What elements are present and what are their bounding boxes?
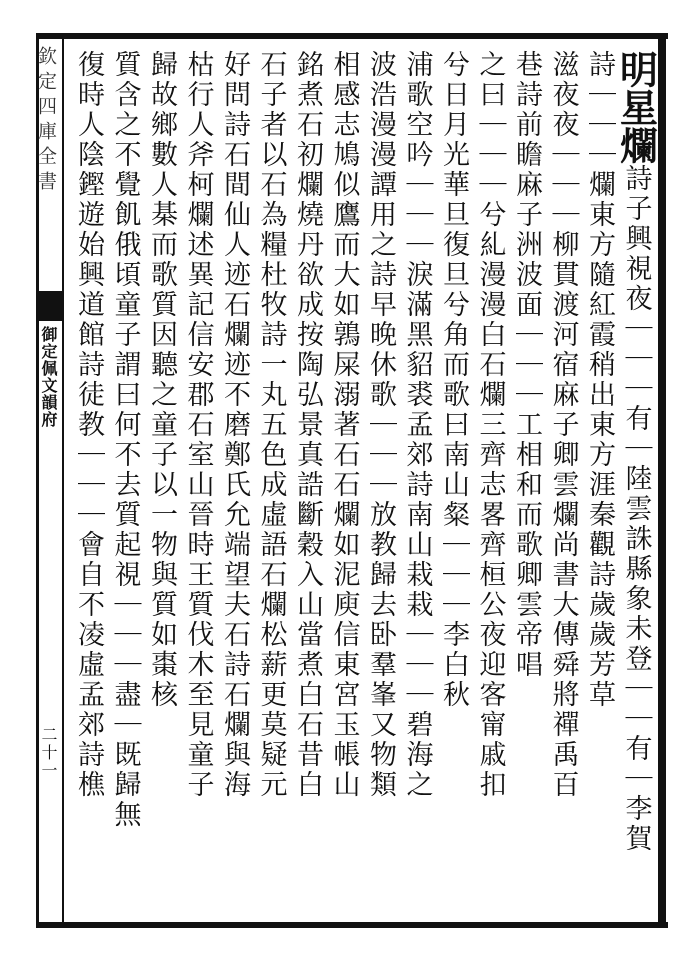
text-column	[324, 50, 364, 915]
column-text: 滋夜夜｜｜｜柳貫渡河宿麻子卿雲爛尚書大傳舜將禪禹百	[547, 50, 579, 800]
fishtail-block-mark	[39, 291, 62, 321]
column-text: 巷詩前瞻麻子洲波面｜｜｜工相和而歌卿雲帝唱	[511, 50, 542, 680]
text-column	[433, 50, 473, 915]
column-text: 歸故鄉數人棊而歌質因聽之童子以一物與質如棗核	[146, 50, 177, 710]
column-text: 詩子興視夜｜｜｜有｜陸雲誅縣象未登｜｜有｜李賀	[620, 164, 652, 854]
text-column	[287, 50, 327, 915]
headword: 明星爛	[613, 50, 659, 164]
text-column	[214, 50, 254, 915]
text-column	[579, 50, 619, 915]
text-column	[543, 50, 583, 915]
text-column	[360, 50, 400, 915]
text-column	[68, 50, 108, 915]
frame-top-border	[36, 33, 668, 39]
column-text: 質含之不覺飢俄頃童子謂曰何不去質起視｜｜｜盡｜既歸無	[109, 50, 141, 830]
column-text: 波浩漫漫譚用之詩早晚休歌｜｜｜放教歸去卧羣峯又物類	[365, 50, 396, 800]
column-text: 兮日月光華旦復旦兮角而歌曰南山粲｜｜｜李白秋	[438, 50, 469, 710]
margin-page-number: 二十一	[39, 726, 58, 780]
column-text: 復時人陰鏗遊始興道館詩徒教｜｜｜會自不凌虛孟郊詩樵	[73, 50, 104, 800]
text-column	[141, 50, 181, 915]
column-text: 詩｜｜｜爛東方隨紅霞稍出東方涯秦觀詩歲歲芳草	[584, 50, 615, 710]
frame-right-border	[658, 33, 666, 928]
column-text: 枯行人斧柯爛述異記信安郡石室山晉時王質伐木至見童子	[182, 50, 214, 800]
column-text: 好問詩石間仙人迹石爛迹不磨鄭氏允端望夫石詩石爛與海	[219, 50, 250, 800]
frame-bottom-border	[36, 922, 668, 928]
column-text: 浦歌空吟｜｜｜淚滿黑貂裘孟郊詩南山栽栽｜｜｜碧海之	[401, 50, 433, 800]
text-column	[105, 50, 145, 915]
column-text: 石子者以石為糧杜牧詩一丸五色成虛語石爛松薪更莫疑元	[255, 50, 287, 800]
text-column	[251, 50, 291, 915]
frame-inner-left-border	[62, 39, 64, 922]
text-column	[397, 50, 437, 915]
column-text: 銘煮石初爛燒丹欲成按陶弘景真誥斷穀入山當煮白石昔白	[292, 50, 323, 800]
text-column	[613, 50, 659, 915]
column-text: 相感志鳩似鷹而大如鶉屎溺著石石爛如泥庾信東宮玉帳山	[328, 50, 360, 800]
margin-series-title: 欽定四庫全書	[35, 46, 57, 196]
text-column	[178, 50, 218, 915]
text-column	[470, 50, 510, 915]
margin-book-title: 御定佩文韻府	[39, 326, 58, 428]
column-text: 之曰｜｜｜兮糺漫漫白石爛三齊志畧齊桓公夜迎客甯戚扣	[474, 50, 506, 800]
text-column	[506, 50, 546, 915]
